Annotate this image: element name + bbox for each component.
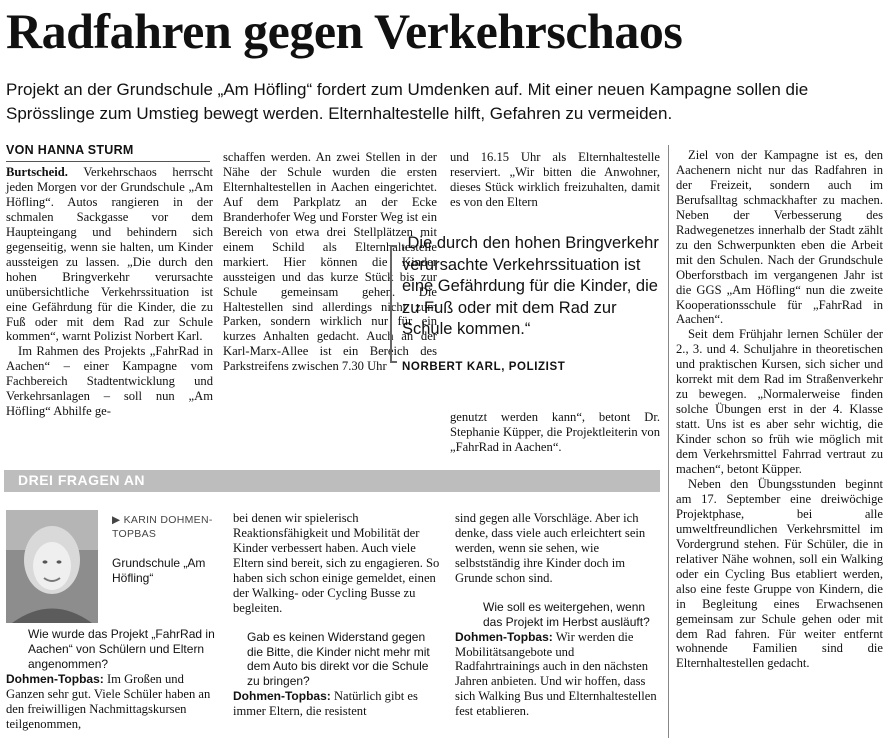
section-banner-title: DREI FRAGEN AN	[18, 472, 146, 488]
dateline: Burtscheid.	[6, 165, 68, 179]
portrait-photo	[6, 510, 98, 623]
paragraph: schaffen werden. An zwei Stellen in der Nähe der Schule wurden die ersten Elternhaltestellen in Aachen eingerichtet. Auf dem Parkplatz an der Ecke Branderhofer Weg und Forster Weg ist ein Bereich von etwa drei Stellplätzen mit einem Schild als Elternhaltestelle markiert. Hier können die Kinder aussteigen und das kurze Stück bis zur Schule gemeinsam gehen. Die Haltestellen sind allerdings nicht zum Parken, sondern wirklich nur für ein kurzes Anhalten gedacht. Auch an der Karl-Marx-Allee ist ein Bereich des Parkstreifens zwischen 7.30 Uhr	[223, 150, 437, 374]
paragraph: Verkehrschaos herrscht jeden Morgen vor der Grundschule „Am Höfling“. Autos rangieren in der schmalen Sackgasse vor dem Haupteingang und behindern sich gegenseitig, wenn sie halten, um Kinder aussteigen zu lassen. „Die durch den hohen Bringverkehr verursachte unübersichtliche Verkehrssituation ist eine Gefährdung für die Kinder, die zu Fuß oder mit dem Rad zur Schule kommen“, warnt Polizist Norbert Karl.	[6, 165, 213, 344]
article-column-3-bottom	[450, 410, 660, 455]
paragraph: genutzt werden kann“, betont Dr. Stephanie Küpper, die Projektleiterin von „FahrRad in Aachen“.	[450, 410, 660, 454]
byline-rule	[6, 161, 210, 162]
interview-question: Wie soll es weitergehen, wenn das Projekt im Herbst ausläuft?	[483, 599, 650, 629]
article-column-1	[6, 165, 213, 419]
pull-quote	[390, 227, 662, 387]
paragraph: Seit dem Frühjahr lernen Schüler der 2., 3. und 4. Schuljahre in theoretischen und praktischen Kursen, sich sicher und korrekt mit dem Rad im Straßenverkehr zu bewegen. „Normalerweise finden solche Übungen erst in der 4. Klasse statt. Uns ist es aber sehr wichtig, die Kinder schon so früh wie möglich mit dem Verkehrsmittel Fahrrad vertraut zu machen“, betont Küpper.	[676, 327, 883, 477]
interviewee-role: Grundschule „Am Höfling“	[112, 556, 206, 585]
pull-quote-text: „Die durch den hohen Bringverkehr verursachte Verkehrssituation ist eine Gefährdung für die Kinder, die zu Fuß oder mit dem Rad zur Schule kommen.“	[402, 234, 659, 338]
interview-column-3	[455, 511, 658, 719]
section-banner	[4, 470, 660, 492]
interview-answer: Dohmen-Topbas: Wir werden die Mobilitätsangebote und Radfahrtrainings auch in den nächsten Jahren anbieten. Und wir hoffen, dass sich Walking Bus und Elternhaltestellen fest etablieren.	[455, 629, 657, 719]
interviewee-name: ▶ KARIN DOHMEN- TOPBAS	[112, 514, 213, 540]
paragraph: Neben den Übungsstunden beginnt am 17. September eine dreiwöchige Projektphase, bei alle umweltfreundlichen Verkehrsmittel im Vordergrund stehen. Für Schüler, die in relativer Nähe wohnen, soll ein Walking oder ein Cycling Bus etabliert werden, also eine feste Gruppe von Kindern, die in Begleitung eines Erwachsenen gemeinsam zur Schule gehen oder mit dem Rad fahren. Für weiter entfernt wohnende Familien sind die Elternhaltestellen gedacht.	[676, 476, 883, 671]
triangle-marker-icon: ▶	[112, 514, 121, 526]
interview-answer: Dohmen-Topbas: Natürlich gibt es immer Eltern, die resistent	[233, 689, 418, 719]
paragraph: und 16.15 Uhr als Elternhaltestelle reserviert. „Wir bitten die Anwohner, dieses Stück wirklich freizuhalten, damit es von den Eltern	[450, 150, 660, 209]
interview-column-2	[233, 511, 441, 719]
column-divider	[668, 145, 669, 738]
headline: Radfahren gegen Verkehrschaos	[6, 3, 683, 59]
interview-question: Wie wurde das Projekt „FahrRad in Aachen“ von Schülern und Eltern angenommen?	[28, 627, 215, 671]
interview-answer-continued: sind gegen alle Vorschläge. Aber ich denke, dass viele auch erleichtert sein werden, wenn sie sehen, wie selbstständig ihre Kinder doch im Grunde schon sind.	[455, 511, 646, 585]
pull-quote-author: NORBERT KARL, POLIZIST	[402, 361, 566, 373]
quote-bracket	[390, 245, 397, 363]
interview-answer-continued: bei denen wir spielerisch Reaktionsfähigkeit und Mobilität der Kinder verbessert haben. Auch viele Eltern sind bereit, sich zu engagieren. So haben sich schon einige gemeldet, einen der Walking- oder Cycling Busse zu begleiten.	[233, 511, 440, 615]
byline: VON HANNA STURM	[6, 143, 134, 157]
paragraph: Im Rahmen des Projekts „FahrRad in Aachen“ – einer Kampagne vom Fachbereich Stadtentwicklung und Verkehrsanlagen – soll nun „Am Höfling“ Abhilfe ge-	[6, 344, 213, 419]
paragraph: Ziel von der Kampagne ist es, den Aachenern nicht nur das Radfahren in der Freizeit, sondern auch im Berufsalltag schmackhafter zu machen. Neben der Verbesserung des Radwegenetzes innerhalb der Stadt zählt zu den Schwerpunkten eben die Arbeit mit den Schulen. Nach der Grundschule Oberforstbach im vergangenen Jahr ist die GGS „Am Höfling“ nun die zweite Kooperationsschule für „FahrRad in Aachen“.	[676, 148, 883, 327]
article-column-4	[676, 148, 883, 671]
interview-column-1	[6, 627, 218, 732]
interview-answer: Dohmen-Topbas: Im Großen und Ganzen sehr gut. Viele Schüler haben an den freiwilligen Nachmittagskursen teilgenommen,	[6, 671, 211, 731]
subheadline: Projekt an der Grundschule „Am Höfling“ fordert zum Umdenken auf. Mit einer neuen Kampagne sollen die Sprösslinge zum Umstieg bewegt werden. Elternhaltestelle hilft, Gefahren zu vermeiden.	[6, 80, 809, 123]
article-column-3-top	[450, 150, 660, 210]
interview-question: Gab es keinen Widerstand gegen die Bitte, die Kinder nicht mehr mit dem Auto bis direkt vor die Schule zu bringen?	[247, 629, 430, 689]
